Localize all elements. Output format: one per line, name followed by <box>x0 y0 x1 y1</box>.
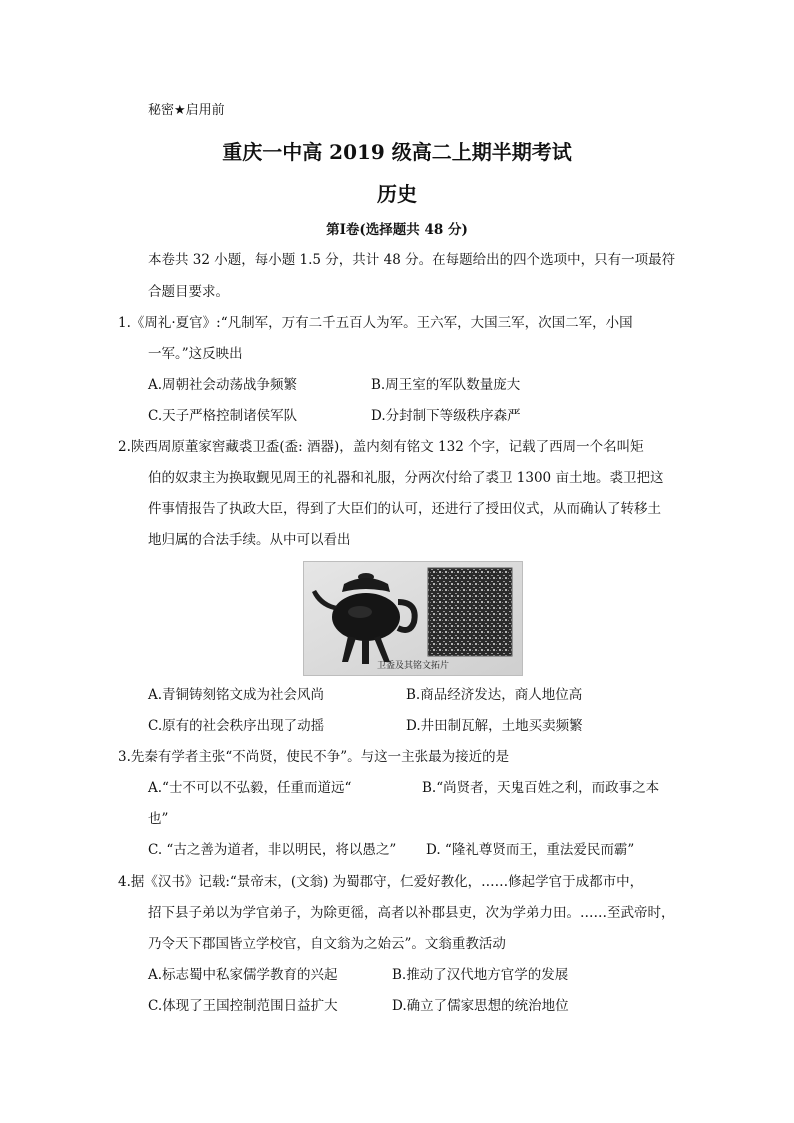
question-2-stem: 2.陕西周原董家窖藏裘卫盉(盉: 酒器)，盖内刻有铭文 132 个字，记载了西周一个名叫矩 <box>118 439 644 455</box>
section-heading: 第Ⅰ卷(选择题共 48 分) <box>326 222 468 238</box>
q1-option-d: D.分封制下等级秩序森严 <box>371 408 521 424</box>
q3-option-a: A.“士不可以不弘毅，任重而道远“ <box>148 780 352 796</box>
q2-option-c: C.原有的社会秩序出现了动摇 <box>148 718 325 734</box>
intro-line: 合题目要求。 <box>148 284 229 300</box>
q1-option-a: A.周朝社会动荡战争频繁 <box>148 377 298 393</box>
intro-line: 本卷共 32 小题，每小题 1.5 分，共计 48 分。在每题给出的四个选项中，只有一项最符 <box>148 252 676 268</box>
q2-option-b: B.商品经济发达，商人地位高 <box>406 687 583 703</box>
question-2-stem: 地归属的合法手续。从中可以看出 <box>148 532 351 548</box>
inscription-rubbing <box>428 568 512 656</box>
q1-option-b: B.周王室的军队数量庞大 <box>371 377 521 393</box>
q3-option-b-continued: 也” <box>148 811 169 827</box>
q4-option-a: A.标志蜀中私家儒学教育的兴起 <box>148 967 338 983</box>
bronze-vessel-figure <box>303 561 523 676</box>
q3-option-b: B.“尚贤者，天鬼百姓之利，而政事之本 <box>422 780 660 796</box>
question-4-stem: 4.据《汉书》记载:“景帝末，(文翁) 为蜀郡守，仁爱好教化，……修起学官于成都市中， <box>118 874 644 890</box>
q4-option-c: C.体现了王国控制范围日益扩大 <box>148 998 338 1014</box>
figure-caption: 卫盉及其铭文拓片 <box>376 661 449 671</box>
question-1-stem: 一军。”这反映出 <box>148 346 243 362</box>
bronze-vessel-image <box>304 562 522 675</box>
q4-option-d: D.确立了儒家思想的统治地位 <box>392 998 569 1014</box>
question-3-stem: 3.先秦有学者主张“不尚贤，使民不争”。与这一主张最为接近的是 <box>118 749 510 765</box>
question-2-stem: 件事情报告了执政大臣，得到了大臣们的认可，还进行了授田仪式，从而确认了转移土 <box>148 501 661 517</box>
q1-option-c: C.天子严格控制诸侯军队 <box>148 408 298 424</box>
exam-title: 重庆一中高 2019 级高二上期半期考试 <box>222 140 572 164</box>
q2-option-d: D.井田制瓦解，土地买卖频繁 <box>406 718 583 734</box>
subject-title: 历史 <box>377 182 417 206</box>
confidential-label: 秘密★启用前 <box>148 103 225 118</box>
question-1-stem: 1.《周礼·夏官》:“凡制军，万有二千五百人为军。王六军，大国三军，次国二军，小国 <box>118 315 633 331</box>
q3-option-d: D. “隆礼尊贤而王，重法爱民而霸” <box>426 842 635 858</box>
question-4-stem: 招下县子弟以为学官弟子，为除更徭，高者以补郡县吏，次为学弟力田。……至武帝时， <box>148 905 675 921</box>
question-2-stem: 伯的奴隶主为换取觐见周王的礼器和礼服，分两次付给了裘卫 1300 亩土地。裘卫把这 <box>148 470 664 486</box>
q2-option-a: A.青铜铸刻铭文成为社会风尚 <box>148 687 325 703</box>
q4-option-b: B.推动了汉代地方官学的发展 <box>392 967 569 983</box>
q3-option-c: C. “古之善为道者，非以明民，将以愚之” <box>148 842 397 858</box>
question-4-stem: 乃令天下郡国皆立学校官，自文翁为之始云”。文翁重教活动 <box>148 936 506 952</box>
